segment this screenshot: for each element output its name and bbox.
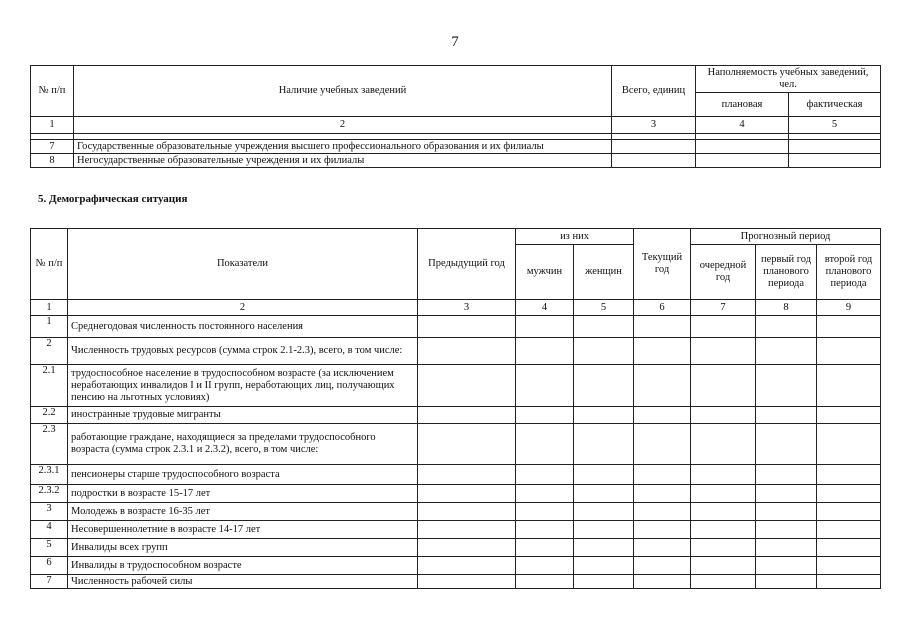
header-planned: плановая: [696, 93, 789, 117]
row-num: 2.3: [31, 424, 68, 465]
value-cell: [574, 503, 634, 521]
value-cell: [691, 316, 756, 338]
value-cell: [691, 521, 756, 539]
value-cell: [691, 503, 756, 521]
value-cell: [418, 557, 516, 575]
value-cell: [516, 485, 574, 503]
table-row: [31, 557, 881, 575]
header-total: Всего, единиц: [612, 66, 696, 117]
value-cell: [756, 424, 817, 465]
value-cell: [756, 539, 817, 557]
value-cell: [817, 575, 881, 589]
table-row: [31, 485, 881, 503]
index-cell: 2: [74, 117, 612, 134]
row-name: Молодежь в возрасте 16-35 лет: [68, 503, 418, 521]
value-cell: [817, 465, 881, 485]
index-cell: 5: [789, 117, 881, 134]
value-cell: [756, 365, 817, 407]
row-name: Инвалиды в трудоспособном возрасте: [68, 557, 418, 575]
value-cell: [756, 316, 817, 338]
value-cell: [691, 338, 756, 365]
value-cell: [574, 424, 634, 465]
index-cell: 1: [31, 300, 68, 316]
value-cell: [817, 539, 881, 557]
value-cell: [418, 485, 516, 503]
header-current-year: Текущий год: [634, 229, 691, 300]
value-cell: [817, 365, 881, 407]
value-cell: [516, 407, 574, 424]
row-num: 7: [31, 140, 74, 154]
row-name: трудоспособное население в трудоспособном возрасте (за исключением неработающих инвалидов I и II групп, неработающих лиц, получающих пенсию на льготных условиях): [68, 365, 418, 407]
value-cell: [574, 465, 634, 485]
value-cell: [817, 485, 881, 503]
row-num: 8: [31, 154, 74, 168]
value-cell: [516, 521, 574, 539]
value-cell: [516, 539, 574, 557]
value-cell: [418, 575, 516, 589]
value-cell: [691, 557, 756, 575]
value-cell: [691, 539, 756, 557]
index-cell: 1: [31, 117, 74, 134]
value-cell: [691, 465, 756, 485]
index-cell: 4: [696, 117, 789, 134]
row-name: Численность рабочей силы: [68, 575, 418, 589]
value-cell: [817, 407, 881, 424]
header-num: № п/п: [31, 229, 68, 300]
row-num: 6: [31, 557, 68, 575]
value-cell: [691, 365, 756, 407]
value-cell: [418, 316, 516, 338]
header-fill-group: Наполняемость учебных заведений, чел.: [696, 66, 881, 93]
value-cell: [418, 365, 516, 407]
header-men: мужчин: [516, 245, 574, 300]
table-row: [31, 338, 881, 365]
value-cell: [418, 539, 516, 557]
value-cell: [418, 521, 516, 539]
header-next-year: очередной год: [691, 245, 756, 300]
row-name: Негосударственные образовательные учреждения и их филиалы: [74, 154, 612, 168]
header-prev-year: Предыдущий год: [418, 229, 516, 300]
row-num: 3: [31, 503, 68, 521]
value-cell: [756, 503, 817, 521]
value-cell: [516, 465, 574, 485]
row-num: 2.1: [31, 365, 68, 407]
value-cell: [418, 465, 516, 485]
table-row: [31, 316, 881, 338]
table-row: [31, 521, 881, 539]
value-cell: [634, 485, 691, 503]
value-cell: [634, 338, 691, 365]
value-cell: [516, 365, 574, 407]
table-row: [31, 539, 881, 557]
value-cell: [634, 557, 691, 575]
value-cell: [756, 575, 817, 589]
row-name: работающие граждане, находящиеся за пределами трудоспособного возраста (сумма строк 2.3.1 и 2.3.2), всего, в том числе:: [68, 424, 418, 465]
education-table: [30, 65, 881, 168]
index-cell: 6: [634, 300, 691, 316]
header-women: женщин: [574, 245, 634, 300]
table-row: [31, 407, 881, 424]
table-row: [31, 365, 881, 407]
value-cell: [516, 557, 574, 575]
row-num: 2.3.2: [31, 485, 68, 503]
value-cell: [634, 365, 691, 407]
value-cell: [634, 424, 691, 465]
table-row: [31, 575, 881, 589]
value-cell: [574, 407, 634, 424]
row-num: 2.2: [31, 407, 68, 424]
table-row: [31, 140, 881, 154]
row-name: Численность трудовых ресурсов (сумма строк 2.1-2.3), всего, в том числе:: [68, 338, 418, 365]
value-cell: [634, 316, 691, 338]
value-cell: [634, 575, 691, 589]
row-num: 2.3.1: [31, 465, 68, 485]
value-cell: [418, 503, 516, 521]
index-cell: 5: [574, 300, 634, 316]
row-name: пенсионеры старше трудоспособного возраста: [68, 465, 418, 485]
value-cell: [756, 521, 817, 539]
value-cell: [756, 338, 817, 365]
index-cell: 4: [516, 300, 574, 316]
row-name: Среднегодовая численность постоянного населения: [68, 316, 418, 338]
table-row: [31, 465, 881, 485]
value-cell: [574, 485, 634, 503]
value-cell: [516, 575, 574, 589]
value-cell: [516, 338, 574, 365]
index-cell: 2: [68, 300, 418, 316]
value-cell: [418, 407, 516, 424]
header-of-them: из них: [516, 229, 634, 245]
header-second-plan: второй год планового периода: [817, 245, 881, 300]
row-name: Инвалиды всех групп: [68, 539, 418, 557]
page-number: 7: [451, 34, 459, 50]
row-num: 7: [31, 575, 68, 589]
header-actual: фактическая: [789, 93, 881, 117]
value-cell: [817, 503, 881, 521]
value-cell: [817, 316, 881, 338]
row-num: 5: [31, 539, 68, 557]
value-cell: [418, 424, 516, 465]
index-cell: 7: [691, 300, 756, 316]
value-cell: [691, 575, 756, 589]
row-name: Государственные образовательные учреждения высшего профессионального образования и их филиалы: [74, 140, 612, 154]
index-cell: 9: [817, 300, 881, 316]
value-cell: [634, 503, 691, 521]
value-cell: [756, 407, 817, 424]
value-cell: [691, 485, 756, 503]
row-name: подростки в возрасте 15-17 лет: [68, 485, 418, 503]
row-num: 2: [31, 338, 68, 365]
value-cell: [634, 539, 691, 557]
value-cell: [574, 575, 634, 589]
value-cell: [516, 503, 574, 521]
value-cell: [756, 557, 817, 575]
value-cell: [634, 407, 691, 424]
row-name: иностранные трудовые мигранты: [68, 407, 418, 424]
table-row: [31, 503, 881, 521]
header-first-plan: первый год планового периода: [756, 245, 817, 300]
header-indicators: Показатели: [68, 229, 418, 300]
header-forecast: Прогнозный период: [691, 229, 881, 245]
value-cell: [574, 365, 634, 407]
value-cell: [756, 465, 817, 485]
index-cell: 3: [612, 117, 696, 134]
header-name: Наличие учебных заведений: [74, 66, 612, 117]
value-cell: [634, 465, 691, 485]
value-cell: [574, 539, 634, 557]
value-cell: [817, 424, 881, 465]
value-cell: [516, 316, 574, 338]
value-cell: [756, 485, 817, 503]
value-cell: [574, 316, 634, 338]
row-num: 1: [31, 316, 68, 338]
value-cell: [574, 557, 634, 575]
value-cell: [817, 521, 881, 539]
index-cell: 3: [418, 300, 516, 316]
table-row: [31, 154, 881, 168]
value-cell: [516, 424, 574, 465]
value-cell: [574, 521, 634, 539]
value-cell: [817, 338, 881, 365]
section-title: 5. Демографическая ситуация: [38, 193, 188, 205]
value-cell: [574, 338, 634, 365]
header-num: № п/п: [31, 66, 74, 117]
table-row: [31, 424, 881, 465]
value-cell: [817, 557, 881, 575]
value-cell: [691, 424, 756, 465]
value-cell: [418, 338, 516, 365]
row-name: Несовершеннолетние в возрасте 14-17 лет: [68, 521, 418, 539]
row-num: 4: [31, 521, 68, 539]
index-cell: 8: [756, 300, 817, 316]
value-cell: [634, 521, 691, 539]
demography-table: [30, 228, 881, 589]
value-cell: [691, 407, 756, 424]
